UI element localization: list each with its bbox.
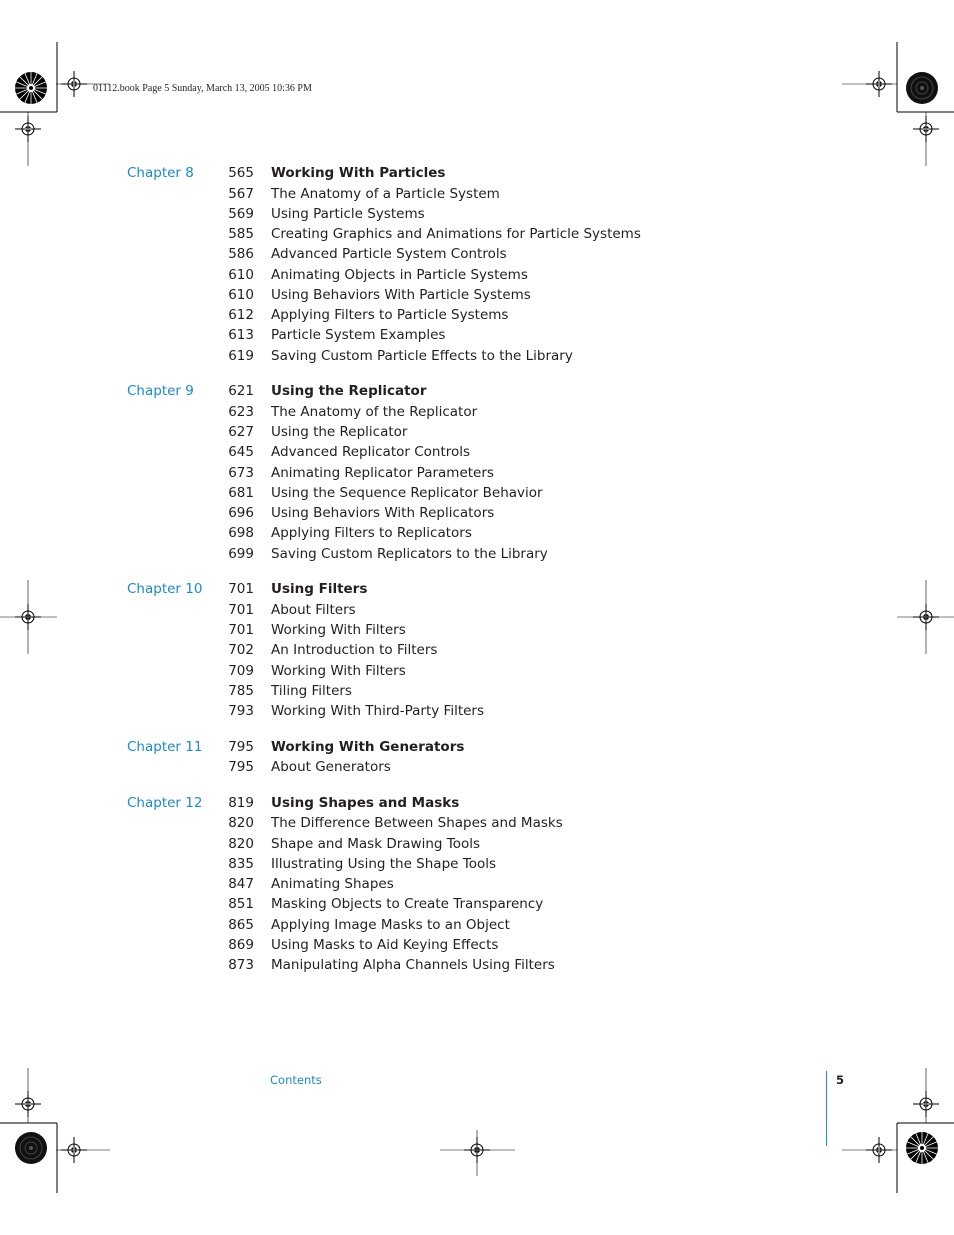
- toc-entry[interactable]: [0, 503, 954, 523]
- page-number: 569: [228, 206, 254, 222]
- toc-entry[interactable]: [0, 681, 954, 701]
- toc-entry[interactable]: [0, 579, 954, 599]
- page-number: 820: [228, 836, 254, 852]
- page-number: 681: [228, 485, 254, 501]
- page-number: 610: [228, 287, 254, 303]
- toc-entry[interactable]: [0, 620, 954, 640]
- page-number: 613: [228, 327, 254, 343]
- page-number: 793: [228, 703, 254, 719]
- page-number: 847: [228, 876, 254, 892]
- section-title: The Anatomy of the Replicator: [271, 404, 478, 420]
- section-title: Using the Replicator: [271, 424, 408, 440]
- toc-entry[interactable]: [0, 204, 954, 224]
- toc-entry[interactable]: [0, 483, 954, 503]
- page-number: 673: [228, 465, 254, 481]
- toc-entry[interactable]: [0, 640, 954, 660]
- print-slug: 01112.book Page 5 Sunday, March 13, 2005 10:36 PM: [93, 83, 312, 94]
- page-number: 701: [228, 581, 254, 597]
- toc-entry[interactable]: [0, 305, 954, 325]
- chapter-title: Using Shapes and Masks: [271, 795, 460, 811]
- toc-entry[interactable]: [0, 163, 954, 183]
- chapter-label[interactable]: Chapter 9: [127, 383, 194, 399]
- toc-entry[interactable]: [0, 793, 954, 813]
- section-title: Using Masks to Aid Keying Effects: [271, 937, 499, 953]
- toc-entry[interactable]: [0, 757, 954, 777]
- section-title: About Generators: [271, 759, 391, 775]
- toc-entry[interactable]: [0, 834, 954, 854]
- toc-entry[interactable]: [0, 463, 954, 483]
- section-title: Applying Filters to Replicators: [271, 525, 472, 541]
- section-title: Using Behaviors With Replicators: [271, 505, 495, 521]
- page-number: 701: [228, 602, 254, 618]
- toc-entry[interactable]: [0, 813, 954, 833]
- toc-entry[interactable]: [0, 874, 954, 894]
- toc-entry[interactable]: [0, 224, 954, 244]
- section-title: About Filters: [271, 602, 356, 618]
- toc-entry[interactable]: [0, 402, 954, 422]
- chapter-label[interactable]: Chapter 8: [127, 165, 194, 181]
- page-number: 696: [228, 505, 254, 521]
- toc-entry[interactable]: [0, 285, 954, 305]
- toc-entry[interactable]: [0, 915, 954, 935]
- toc-entry[interactable]: [0, 737, 954, 757]
- page-number: 795: [228, 739, 254, 755]
- section-title: Applying Image Masks to an Object: [271, 917, 510, 933]
- toc-entry[interactable]: [0, 381, 954, 401]
- section-title: The Anatomy of a Particle System: [271, 186, 500, 202]
- toc-entry[interactable]: [0, 661, 954, 681]
- section-title: Saving Custom Replicators to the Library: [271, 546, 548, 562]
- section-title: Working With Filters: [271, 622, 406, 638]
- chapter-label[interactable]: Chapter 10: [127, 581, 203, 597]
- page-number: 835: [228, 856, 254, 872]
- page-number: 795: [228, 759, 254, 775]
- toc-entry[interactable]: [0, 325, 954, 345]
- toc-entry[interactable]: [0, 265, 954, 285]
- page-number: 701: [228, 622, 254, 638]
- section-title: Advanced Replicator Controls: [271, 444, 471, 460]
- toc-entry[interactable]: [0, 955, 954, 975]
- section-title: Animating Replicator Parameters: [271, 465, 494, 481]
- section-title: The Difference Between Shapes and Masks: [271, 815, 563, 831]
- page-number: 820: [228, 815, 254, 831]
- section-title: Manipulating Alpha Channels Using Filters: [271, 957, 555, 973]
- section-title: Shape and Mask Drawing Tools: [271, 836, 480, 852]
- page-number: 610: [228, 267, 254, 283]
- chapter-title: Using Filters: [271, 581, 368, 597]
- section-title: Using Behaviors With Particle Systems: [271, 287, 531, 303]
- section-title: Animating Objects in Particle Systems: [271, 267, 528, 283]
- page-number: 865: [228, 917, 254, 933]
- footer-page-number: 5: [836, 1073, 845, 1087]
- section-title: Using Particle Systems: [271, 206, 425, 222]
- section-title: Illustrating Using the Shape Tools: [271, 856, 496, 872]
- section-title: Tiling Filters: [271, 683, 352, 699]
- toc-entry[interactable]: [0, 422, 954, 442]
- chapter-title: Working With Generators: [271, 739, 465, 755]
- toc-entry[interactable]: [0, 523, 954, 543]
- toc-entry[interactable]: [0, 600, 954, 620]
- chapter-label[interactable]: Chapter 12: [127, 795, 203, 811]
- section-title: Particle System Examples: [271, 327, 446, 343]
- footer-section-label[interactable]: Contents: [270, 1073, 322, 1087]
- page-number: 851: [228, 896, 254, 912]
- section-title: Working With Third-Party Filters: [271, 703, 485, 719]
- toc-entry[interactable]: [0, 894, 954, 914]
- section-title: Creating Graphics and Animations for Particle Systems: [271, 226, 641, 242]
- section-title: Saving Custom Particle Effects to the Library: [271, 348, 573, 364]
- toc-entry[interactable]: [0, 184, 954, 204]
- page-number: 702: [228, 642, 254, 658]
- page-number: 565: [228, 165, 254, 181]
- page-number: 619: [228, 348, 254, 364]
- toc-entry[interactable]: [0, 442, 954, 462]
- toc-entry[interactable]: [0, 346, 954, 366]
- page-number: 627: [228, 424, 254, 440]
- section-title: Masking Objects to Create Transparency: [271, 896, 544, 912]
- chapter-label[interactable]: Chapter 11: [127, 739, 203, 755]
- toc-entry[interactable]: [0, 854, 954, 874]
- page-number: 645: [228, 444, 254, 460]
- section-title: Using the Sequence Replicator Behavior: [271, 485, 543, 501]
- page-number: 623: [228, 404, 254, 420]
- page-number: 698: [228, 525, 254, 541]
- section-title: Advanced Particle System Controls: [271, 246, 507, 262]
- section-title: Applying Filters to Particle Systems: [271, 307, 509, 323]
- toc-entry[interactable]: [0, 935, 954, 955]
- page-number: 621: [228, 383, 254, 399]
- section-title: An Introduction to Filters: [271, 642, 438, 658]
- section-title: Working With Filters: [271, 663, 406, 679]
- page-number: 709: [228, 663, 254, 679]
- page-number: 873: [228, 957, 254, 973]
- section-title: Animating Shapes: [271, 876, 394, 892]
- page-number: 785: [228, 683, 254, 699]
- footer-divider: [826, 1071, 827, 1146]
- chapter-title: Using the Replicator: [271, 383, 427, 399]
- chapter-title: Working With Particles: [271, 165, 446, 181]
- page-number: 819: [228, 795, 254, 811]
- toc-entry[interactable]: [0, 701, 954, 721]
- page-number: 586: [228, 246, 254, 262]
- page-number: 869: [228, 937, 254, 953]
- page-number: 612: [228, 307, 254, 323]
- toc-entry[interactable]: [0, 244, 954, 264]
- page-number: 585: [228, 226, 254, 242]
- toc-entry[interactable]: [0, 544, 954, 564]
- page-number: 567: [228, 186, 254, 202]
- page-number: 699: [228, 546, 254, 562]
